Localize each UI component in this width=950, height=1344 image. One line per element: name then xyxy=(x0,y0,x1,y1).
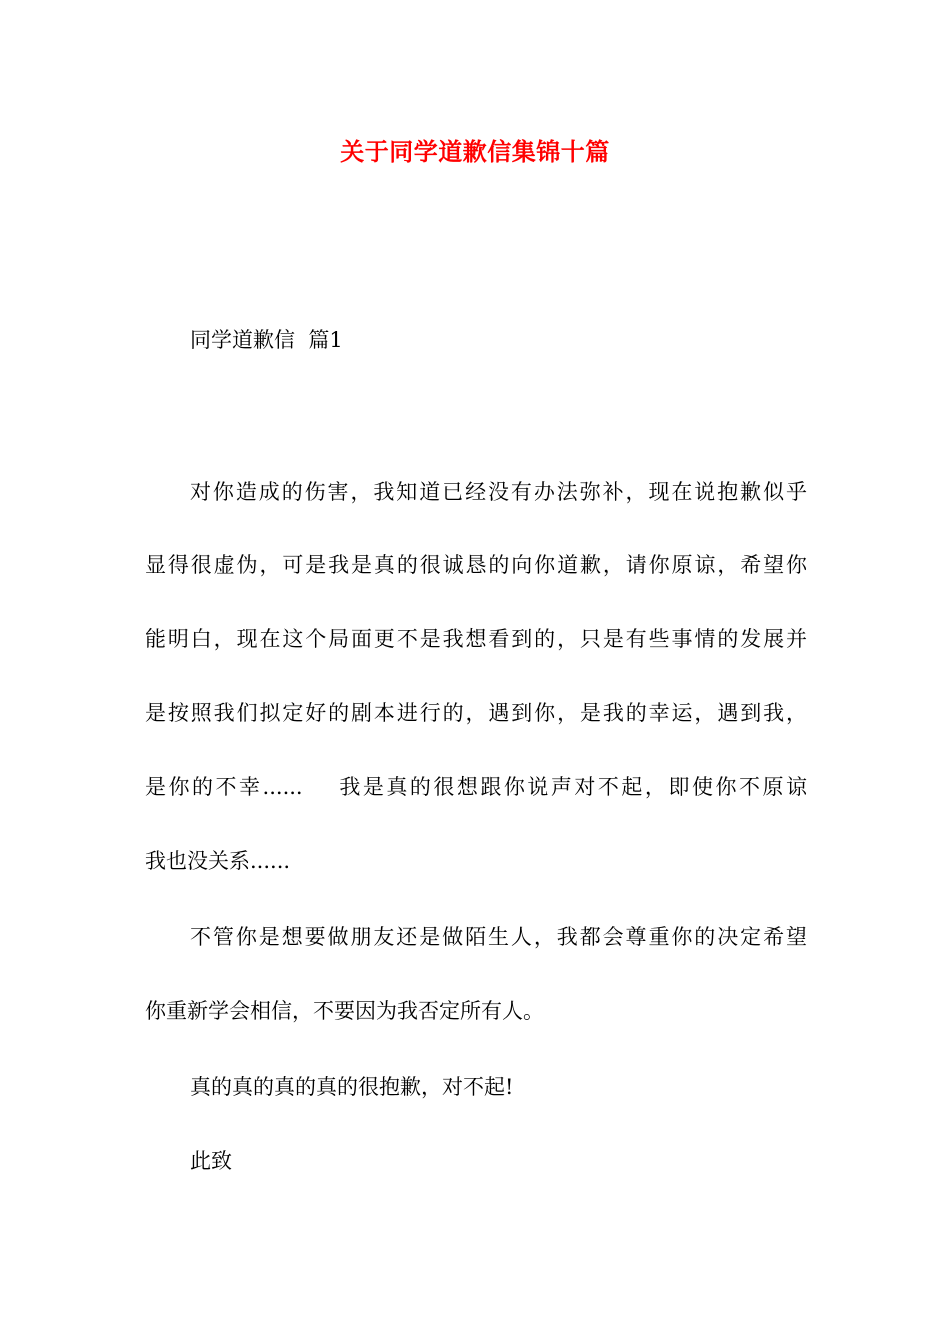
paragraph-line: 真的真的真的真的很抱歉，对不起! xyxy=(190,1075,514,1099)
paragraph-line: 能明白，现在这个局面更不是我想看到的，只是有些事情的发展并 xyxy=(145,627,807,651)
paragraph-line: 不管你是想要做朋友还是做陌生人，我都会尊重你的决定希望 xyxy=(190,925,807,949)
paragraph-line: 你重新学会相信，不要因为我否定所有人。 xyxy=(145,999,544,1023)
section-heading: 同学道歉信 篇1 xyxy=(190,328,343,352)
paragraph-line: 是按照我们拟定好的剧本进行的，遇到你，是我的幸运，遇到我， xyxy=(145,701,807,725)
closing-line: 此致 xyxy=(190,1149,232,1173)
document-title: 关于同学道歉信集锦十篇 xyxy=(340,138,610,166)
paragraph-line: 是你的不幸...... 我是真的很想跟你说声对不起，即使你不原谅 xyxy=(145,775,807,799)
paragraph-line: 对你造成的伤害，我知道已经没有办法弥补，现在说抱歉似乎 xyxy=(190,480,807,504)
paragraph-line: 显得很虚伪，可是我是真的很诚恳的向你道歉，请你原谅，希望你 xyxy=(145,553,807,577)
paragraph-line: 我也没关系...... xyxy=(145,849,291,873)
